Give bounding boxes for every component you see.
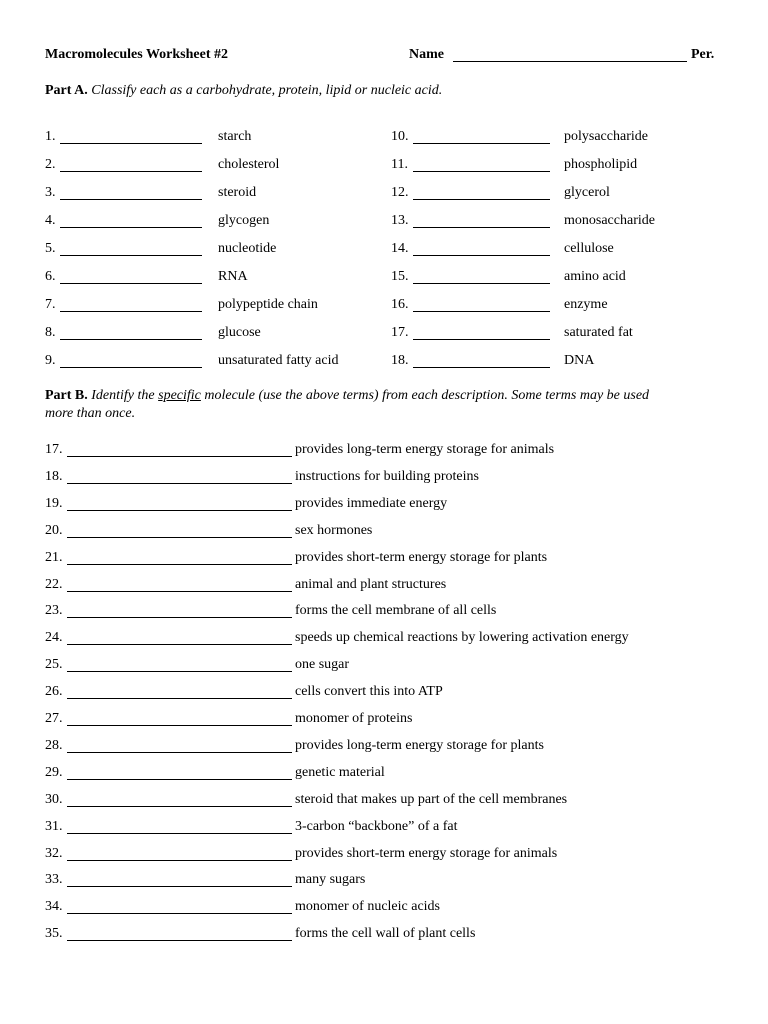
description-label: cells convert this into ATP [295,684,443,699]
answer-blank[interactable] [67,739,292,753]
period-label: Per. [691,47,715,62]
item-number: 12. [391,185,409,200]
part-b-item [0,523,768,539]
part-b-item [0,496,768,512]
term-label: glycogen [218,213,270,228]
description-label: provides short-term energy storage for animals [295,846,558,861]
part-a-item [0,157,768,173]
part-a-item [0,297,768,313]
part-b-item [0,577,768,593]
answer-blank[interactable] [67,685,292,699]
part-a-item [0,213,768,229]
answer-blank[interactable] [413,214,550,228]
name-blank[interactable] [453,48,687,62]
item-number: 31. [45,819,63,834]
answer-blank[interactable] [413,130,550,144]
description-label: animal and plant structures [295,577,447,592]
item-number: 26. [45,684,63,699]
term-label: DNA [564,353,595,368]
item-number: 7. [45,297,56,312]
answer-blank[interactable] [67,658,292,672]
part-b-item [0,684,768,700]
part-b-item [0,442,768,458]
item-number: 28. [45,738,63,753]
term-label: phospholipid [564,157,638,172]
part-a-heading [45,83,442,99]
description-label: steroid that makes up part of the cell membranes [295,792,568,807]
answer-blank[interactable] [67,793,292,807]
item-number: 2. [45,157,56,172]
description-label: sex hormones [295,523,373,538]
term-label: polypeptide chain [218,297,318,312]
term-label: amino acid [564,269,626,284]
description-label: forms the cell wall of plant cells [295,926,476,941]
answer-blank[interactable] [67,820,292,834]
item-number: 6. [45,269,56,284]
worksheet-title: Macromolecules Worksheet #2 [45,47,229,62]
description-label: many sugars [295,872,366,887]
term-label: monosaccharide [564,213,655,228]
item-number: 10. [391,129,409,144]
item-number: 17. [45,442,63,457]
answer-blank[interactable] [67,712,292,726]
answer-blank[interactable] [67,551,292,565]
part-b-item [0,603,768,619]
item-number: 35. [45,926,63,941]
item-number: 19. [45,496,63,511]
part-a-item [0,269,768,285]
term-label: cellulose [564,241,614,256]
answer-blank[interactable] [67,443,292,457]
answer-blank[interactable] [413,354,550,368]
part-b-item [0,819,768,835]
description-label: 3-carbon “backbone” of a fat [295,819,458,834]
part-b-item [0,926,768,942]
description-label: monomer of nucleic acids [295,899,441,914]
answer-blank[interactable] [67,524,292,538]
part-b-item [0,469,768,485]
answer-blank[interactable] [413,242,550,256]
term-label: RNA [218,269,248,284]
answer-blank[interactable] [67,873,292,887]
description-label: provides long-term energy storage for plants [295,738,544,753]
part-a-item [0,353,768,369]
item-number: 20. [45,523,63,538]
term-label: enzyme [564,297,608,312]
term-label: glucose [218,325,261,340]
part-b-item [0,657,768,673]
answer-blank[interactable] [67,578,292,592]
description-label: instructions for building proteins [295,469,479,484]
answer-blank[interactable] [413,298,550,312]
answer-blank[interactable] [67,927,292,941]
item-number: 29. [45,765,63,780]
answer-blank[interactable] [67,766,292,780]
answer-blank[interactable] [413,270,550,284]
answer-blank[interactable] [67,497,292,511]
item-number: 11. [391,157,408,172]
part-a-item [0,185,768,201]
term-label: saturated fat [564,325,633,340]
item-number: 9. [45,353,56,368]
part-a-instruction: Classify each as a carbohydrate, protein, lipid or nucleic acid. [91,83,443,98]
item-number: 24. [45,630,63,645]
term-label: starch [218,129,252,144]
term-label: cholesterol [218,157,280,172]
term-label: polysaccharide [564,129,648,144]
answer-blank[interactable] [413,186,550,200]
part-b-item [0,792,768,808]
item-number: 8. [45,325,56,340]
item-number: 33. [45,872,63,887]
item-number: 1. [45,129,56,144]
answer-blank[interactable] [413,158,550,172]
part-a-item [0,129,768,145]
item-number: 15. [391,269,409,284]
answer-blank[interactable] [413,326,550,340]
item-number: 18. [45,469,63,484]
part-b-heading [45,388,649,404]
answer-blank[interactable] [67,604,292,618]
item-number: 34. [45,899,63,914]
item-number: 4. [45,213,56,228]
part-b-item [0,872,768,888]
term-label: unsaturated fatty acid [218,353,339,368]
term-label: steroid [218,185,257,200]
part-b-item [0,630,768,646]
item-number: 17. [391,325,409,340]
part-b-label: Part B. [45,388,88,403]
answer-blank[interactable] [67,470,292,484]
part-b-item [0,765,768,781]
part-b-item [0,711,768,727]
part-a-label: Part A. [45,83,88,98]
item-number: 30. [45,792,63,807]
item-number: 3. [45,185,56,200]
part-a-item [0,325,768,341]
description-label: provides short-term energy storage for plants [295,550,548,565]
item-number: 32. [45,846,63,861]
item-number: 14. [391,241,409,256]
part-a-item [0,241,768,257]
part-b-instruction-line2: more than once. [45,406,136,421]
item-number: 5. [45,241,56,256]
description-label: genetic material [295,765,385,780]
part-b-item [0,846,768,862]
answer-blank[interactable] [67,847,292,861]
item-number: 22. [45,577,63,592]
description-label: one sugar [295,657,350,672]
part-b-item [0,550,768,566]
description-label: forms the cell membrane of all cells [295,603,497,618]
item-number: 13. [391,213,409,228]
item-number: 16. [391,297,409,312]
item-number: 25. [45,657,63,672]
description-label: speeds up chemical reactions by lowering activation energy [295,630,629,645]
answer-blank[interactable] [67,631,292,645]
term-label: glycerol [564,185,610,200]
item-number: 21. [45,550,63,565]
term-label: nucleotide [218,241,277,256]
item-number: 23. [45,603,63,618]
name-label: Name [409,47,444,62]
description-label: monomer of proteins [295,711,413,726]
part-b-instruction-post: molecule (use the above terms) from each description. Some terms may be used [204,388,650,403]
item-number: 27. [45,711,63,726]
description-label: provides long-term energy storage for animals [295,442,555,457]
item-number: 18. [391,353,409,368]
part-b-item [0,899,768,915]
part-b-item [0,738,768,754]
description-label: provides immediate energy [295,496,448,511]
part-b-instruction-emphasis: specific [158,388,201,403]
part-b-instruction-pre: Identify the [91,388,155,403]
answer-blank[interactable] [67,900,292,914]
